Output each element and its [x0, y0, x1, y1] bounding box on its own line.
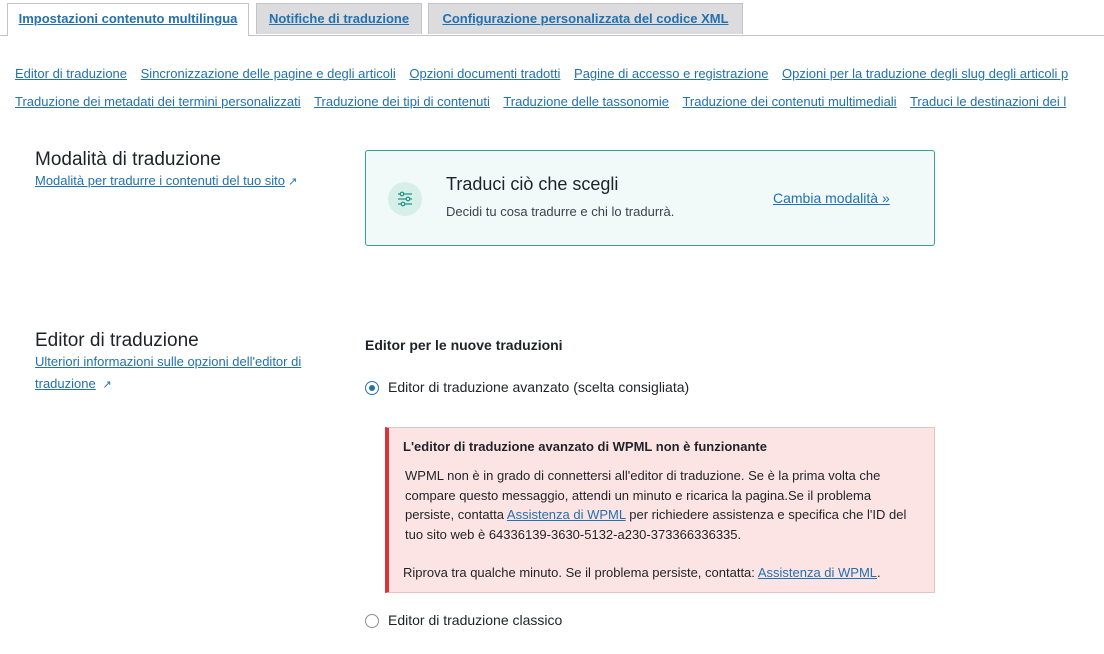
- editor-help-link-line2: traduzione: [35, 376, 96, 391]
- editor-help-link-line1: Ulteriori informazioni sulle opzioni dell'editor di: [35, 354, 302, 369]
- new-translations-editor-heading: Editor per le nuove traduzioni: [365, 337, 563, 353]
- section-links-row-1: [15, 66, 1078, 81]
- error-body-text-end: per richiedere assistenza e specifica che l'ID del tuo sito web è 64336139-3630-5132-a230-373366336335.: [405, 507, 907, 542]
- error-retry-period: .: [877, 565, 881, 580]
- error-retry-text: Riprova tra qualche minuto. Se il problema persiste, contatta:: [403, 565, 755, 580]
- link-media-translation[interactable]: Traduzione dei contenuti multimediali: [682, 94, 897, 109]
- translation-mode-card: [365, 150, 935, 246]
- external-link-icon: ↗: [102, 379, 112, 391]
- link-term-meta-translation[interactable]: Traduzione dei metadati dei termini personalizzati: [15, 94, 301, 109]
- error-body-text: WPML non è in grado di connettersi all'editor di traduzione. Se è la prima volta che compare questo messaggio, attendi un minuto e ricarica la pagina.Se il problema persiste, contatta: [405, 468, 881, 522]
- editor-section-title: Editor di traduzione: [35, 330, 199, 351]
- advanced-editor-label: Editor di traduzione avanzato (scelta consigliata): [388, 379, 690, 395]
- tab-translation-notifications[interactable]: Notifiche di traduzione: [256, 3, 422, 34]
- classic-editor-radio[interactable]: [365, 614, 379, 628]
- external-link-icon: ↗: [288, 176, 298, 188]
- link-translated-documents-options[interactable]: Opzioni documenti tradotti: [409, 66, 561, 81]
- editor-help-link-wrap: [35, 351, 335, 396]
- wpml-support-link[interactable]: Assistenza di WPML: [506, 507, 626, 522]
- advanced-editor-option[interactable]: [365, 379, 689, 395]
- link-translation-editor[interactable]: Editor di traduzione: [15, 66, 128, 81]
- link-taxonomies-translation[interactable]: Traduzione delle tassonomie: [503, 94, 670, 109]
- editor-error-notice: [385, 427, 935, 593]
- mode-help-link[interactable]: Modalità per tradurre i contenuti del tuo sito: [35, 173, 286, 188]
- error-title: L'editor di traduzione avanzato di WPML non è funzionante: [403, 439, 767, 454]
- classic-editor-option[interactable]: [365, 612, 562, 628]
- error-retry: [403, 565, 881, 580]
- classic-editor-label: Editor di traduzione classico: [388, 612, 563, 628]
- section-links-row-2: [15, 94, 1076, 109]
- link-login-registration-pages[interactable]: Pagine di accesso e registrazione: [574, 66, 769, 81]
- mode-card-title: Traduci ciò che scegli: [446, 174, 619, 194]
- advanced-editor-radio[interactable]: [365, 381, 379, 395]
- sliders-icon: [388, 182, 422, 216]
- editor-help-link[interactable]: [35, 354, 301, 391]
- settings-tabs: [0, 0, 1104, 36]
- link-posts-pages-sync[interactable]: Sincronizzazione delle pagine e degli articoli: [140, 66, 396, 81]
- tab-custom-xml-configuration[interactable]: Configurazione personalizzata del codice XML: [428, 3, 743, 34]
- tab-multilingual-content-settings[interactable]: Impostazioni contenuto multilingua: [7, 3, 249, 36]
- link-post-types-translation[interactable]: Traduzione dei tipi di contenuti: [314, 94, 490, 109]
- mode-section-title: Modalità di traduzione: [35, 149, 221, 170]
- error-body: [405, 466, 915, 544]
- link-slug-translation-options[interactable]: Opzioni per la traduzione degli slug degli articoli p: [782, 66, 1069, 81]
- mode-card-description: Decidi tu cosa tradurre e chi lo tradurrà.: [446, 204, 675, 219]
- mode-help-link-wrap: [35, 170, 297, 193]
- link-translate-destinations[interactable]: Traduci le destinazioni dei l: [909, 94, 1067, 109]
- wpml-support-link-retry[interactable]: Assistenza di WPML: [757, 565, 878, 580]
- change-mode-link[interactable]: Cambia modalità »: [773, 190, 890, 206]
